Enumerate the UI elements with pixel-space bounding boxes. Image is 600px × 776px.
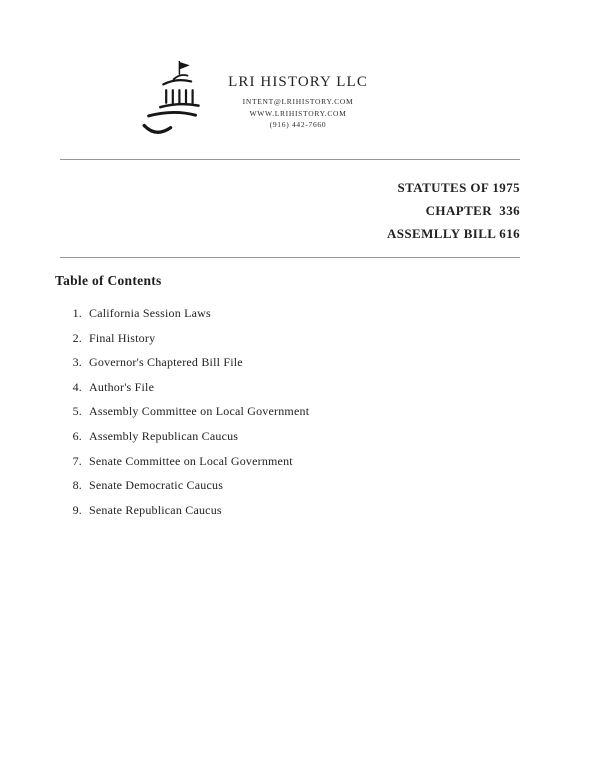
- toc-item: [68, 404, 309, 429]
- toc-item-label: Senate Committee on Local Government: [89, 453, 293, 468]
- toc-item: [68, 454, 309, 479]
- contact-email: INTENT@LRIHISTORY.COM: [242, 97, 354, 106]
- toc-item: [68, 503, 309, 528]
- toc-title: Table of Contents: [55, 273, 162, 288]
- statute-reference: [220, 176, 520, 245]
- letterhead: [210, 74, 386, 131]
- toc-item-number: 1.: [72, 306, 82, 320]
- toc-item-number: 9.: [72, 502, 82, 517]
- toc-item: [68, 380, 309, 405]
- toc-item-label: Assembly Republican Caucus: [89, 428, 239, 443]
- toc-item-label: Senate Republican Caucus: [89, 502, 222, 517]
- toc-item-label: Author's File: [89, 379, 155, 394]
- toc-item-number: 8.: [72, 478, 82, 493]
- toc-item: [68, 331, 309, 356]
- toc-item: [68, 355, 309, 380]
- toc-item-label: Governor's Chaptered Bill File: [89, 355, 243, 370]
- toc-item-number: 7.: [72, 453, 82, 468]
- toc-item-number: 3.: [72, 355, 82, 370]
- statutes-year-line: STATUTES OF 1975: [397, 180, 520, 195]
- contact-website: WWW.LRIHISTORY.COM: [249, 108, 347, 118]
- assembly-bill-line: ASSEMLLY BILL 616: [387, 226, 520, 241]
- toc-item: [68, 306, 309, 331]
- toc-item: [68, 478, 309, 503]
- toc-item-label: Final History: [89, 330, 156, 345]
- company-name: LRI HISTORY LLC: [228, 74, 368, 90]
- toc-item: [68, 429, 309, 454]
- toc-item-number: 6.: [72, 428, 82, 443]
- toc-item-label: Senate Democratic Caucus: [89, 478, 224, 493]
- capitol-sketch-logo-icon: [138, 58, 212, 146]
- chapter-line: CHAPTER 336: [425, 203, 520, 218]
- toc-item-number: 5.: [72, 404, 82, 419]
- toc-list: [68, 306, 309, 527]
- toc-item-number: 4.: [72, 379, 82, 394]
- toc-item-label: Assembly Committee on Local Government: [89, 404, 310, 419]
- contact-phone: (916) 442-7660: [269, 120, 327, 129]
- toc-item-number: 2.: [72, 330, 82, 345]
- divider-bottom: [60, 257, 520, 258]
- toc-item-label: California Session Laws: [89, 306, 211, 320]
- divider-top: [60, 159, 520, 160]
